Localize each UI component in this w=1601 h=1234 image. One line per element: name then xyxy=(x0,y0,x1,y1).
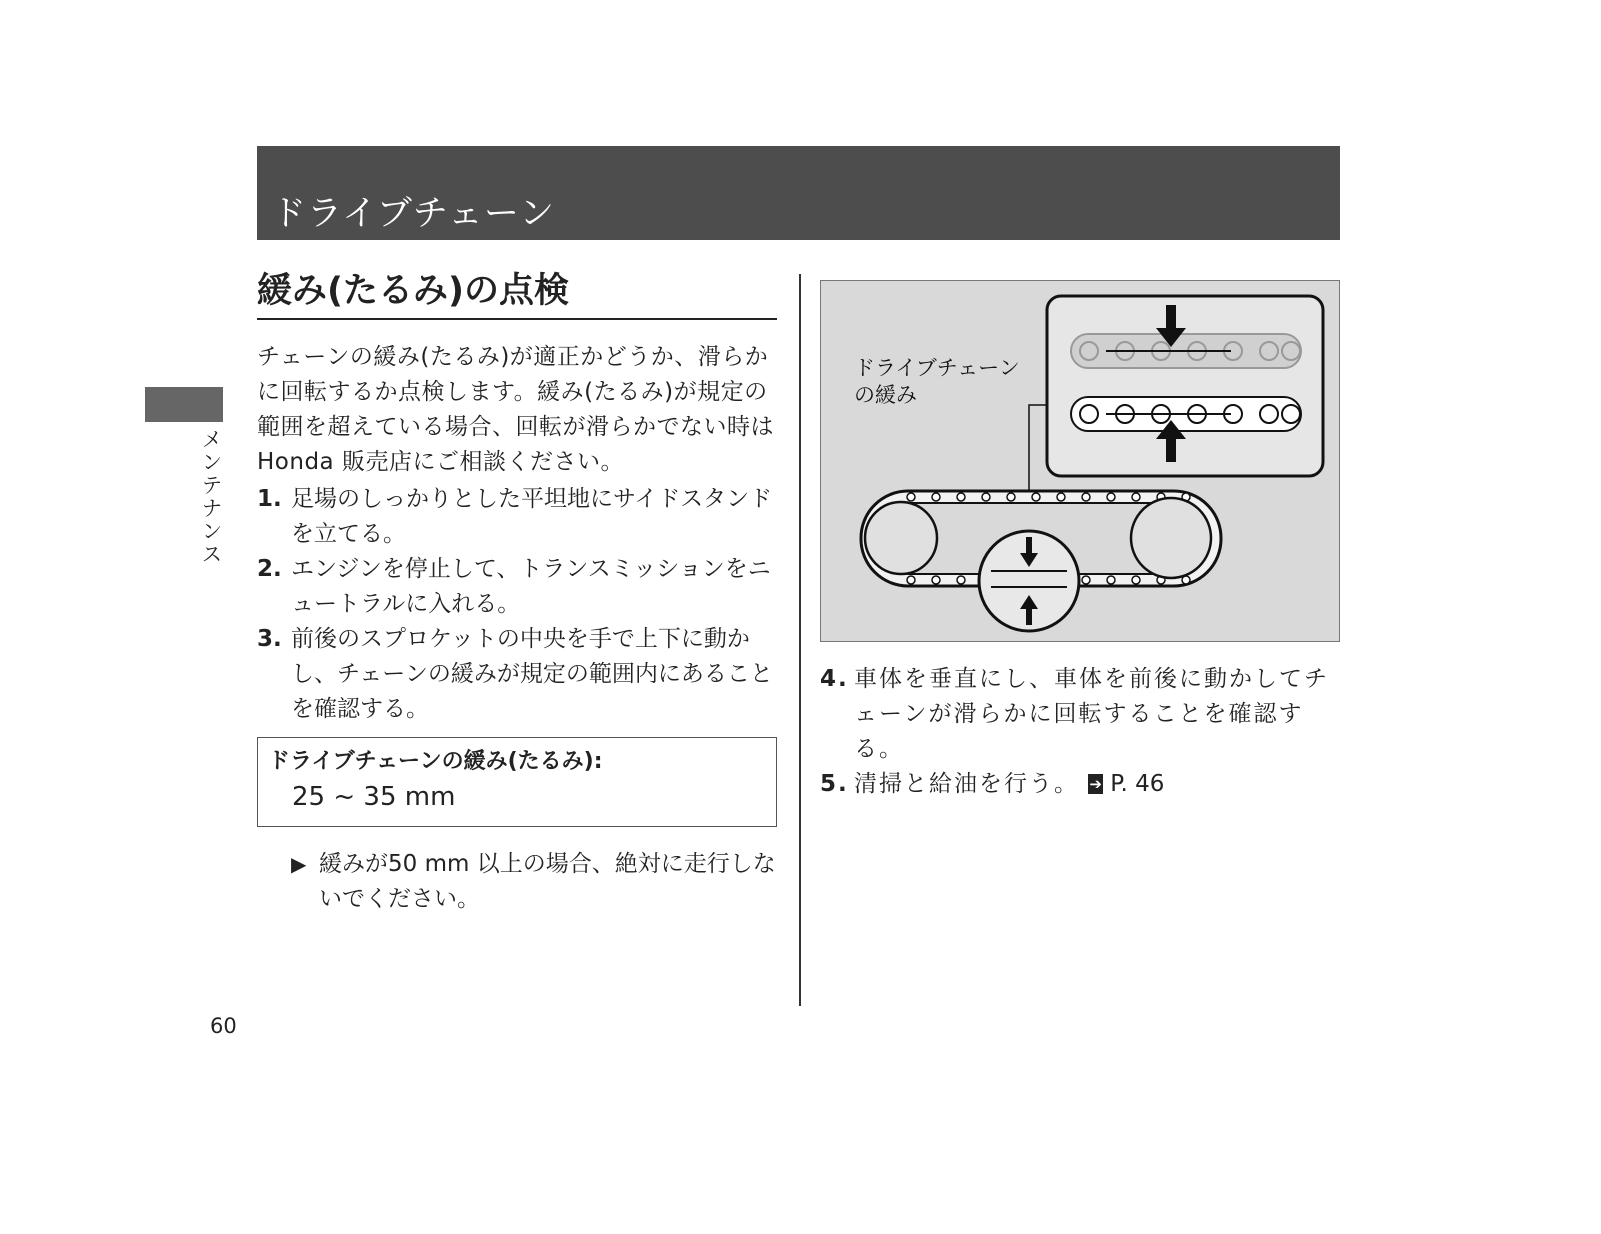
step-text: 車体を垂直にし、車体を前後に動かしてチェーンが滑らかに回転することを確認する。 xyxy=(854,666,1329,762)
step-number: 2. xyxy=(257,556,282,582)
figure-label xyxy=(854,355,1020,409)
triangle-arrow-icon: ▶ xyxy=(291,852,307,876)
side-tab-marker xyxy=(145,387,223,422)
step-text xyxy=(854,767,1340,802)
arrow-right-icon: ➔ xyxy=(1089,775,1102,793)
step-number: 4. xyxy=(820,666,849,692)
step-text: エンジンを停止して、トランスミッションをニュートラルに入れる。 xyxy=(291,556,771,617)
section-title: 緩み(たるみ)の点検 xyxy=(257,268,777,320)
step-number: 5. xyxy=(820,771,849,797)
warning-note xyxy=(291,847,777,917)
side-section-label: メンテナンス xyxy=(199,428,223,566)
step-3 xyxy=(257,622,777,727)
step-5 xyxy=(820,767,1340,802)
chain-slack-figure xyxy=(820,280,1340,642)
chain-diagram-illustration xyxy=(821,281,1339,641)
spec-value: 25 ~ 35 mm xyxy=(292,782,456,812)
column-divider xyxy=(799,274,801,1006)
page-reference: P. 46 xyxy=(1110,771,1165,797)
steps-list-left xyxy=(257,482,777,727)
step-2 xyxy=(257,552,777,622)
step-1 xyxy=(257,482,777,552)
step-number: 3. xyxy=(257,626,282,652)
spec-title: ドライブチェーンの緩み(たるみ): xyxy=(268,749,603,774)
step-text: 足場のしっかりとした平坦地にサイドスタンドを立てる。 xyxy=(291,486,773,547)
header-title: ドライブチェーン xyxy=(271,194,556,234)
left-column xyxy=(257,268,777,917)
header-bar xyxy=(257,146,1340,240)
step-5-text: 清掃と給油を行う。 xyxy=(854,771,1079,797)
spec-box xyxy=(257,737,777,827)
page-number: 60 xyxy=(210,1014,237,1038)
intro-paragraph: チェーンの緩み(たるみ)が適正かどうか、滑らかに回転するか点検します。緩み(たるみ)が規定の範囲を超えている場合、回転が滑らかでない時は Honda 販売店にご相談ください。 xyxy=(257,344,774,475)
step-4 xyxy=(820,662,1340,767)
figure-label-line-2: の緩み xyxy=(854,383,917,407)
steps-list-right xyxy=(820,662,1340,802)
right-column xyxy=(820,280,1340,802)
step-number: 1. xyxy=(257,486,282,512)
figure-label-line-1: ドライブチェーン xyxy=(854,356,1020,380)
page-reference-link[interactable] xyxy=(1088,771,1164,797)
note-text: 緩みが50 mm 以上の場合、絶対に走行しないでください。 xyxy=(319,851,776,912)
step-text: 前後のスプロケットの中央を手で上下に動かし、チェーンの緩みが規定の範囲内にあることを確認する。 xyxy=(291,626,773,722)
